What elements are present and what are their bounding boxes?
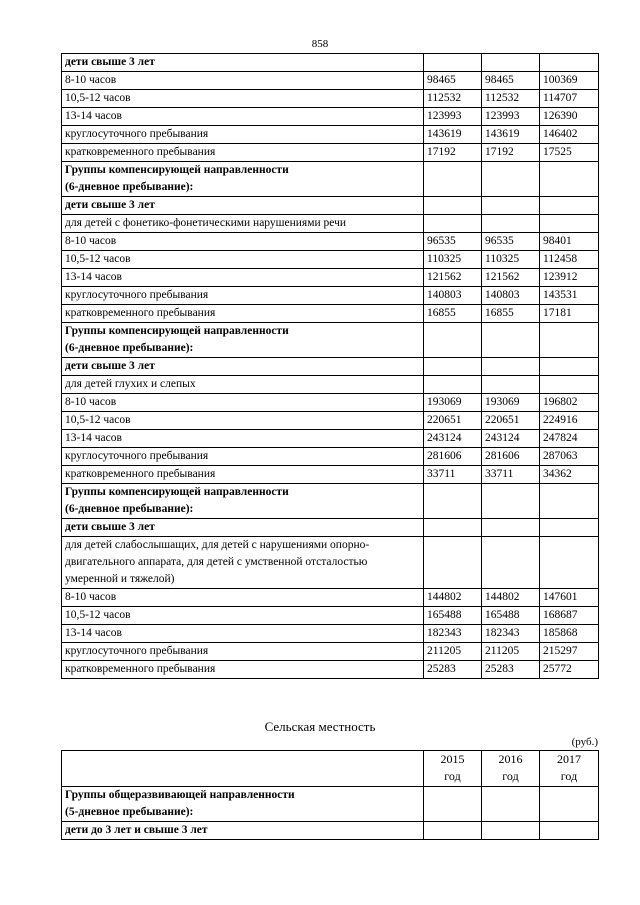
- table-row: [62, 466, 599, 484]
- value-cell: 121562: [424, 269, 482, 287]
- row-label: 10,5-12 часов: [62, 90, 424, 108]
- value-cell: [482, 787, 540, 822]
- row-label: кратковременного пребывания: [62, 305, 424, 323]
- value-cell: [424, 162, 482, 197]
- value-cell: [540, 484, 599, 519]
- row-label: круглосуточного пребывания: [62, 448, 424, 466]
- row-label: 8-10 часов: [62, 233, 424, 251]
- value-cell: 143531: [540, 287, 599, 305]
- table-row: [62, 108, 599, 126]
- table-row: [62, 197, 599, 215]
- row-label: 13-14 часов: [62, 625, 424, 643]
- value-cell: 185868: [540, 625, 599, 643]
- value-cell: 98401: [540, 233, 599, 251]
- year-value: 2016: [498, 752, 523, 766]
- table-header-row: [62, 751, 599, 787]
- tariff-table-rural: [61, 750, 599, 840]
- value-cell: [482, 54, 540, 72]
- value-cell: 140803: [424, 287, 482, 305]
- value-cell: [540, 162, 599, 197]
- value-cell: [540, 54, 599, 72]
- value-cell: 25283: [482, 661, 540, 679]
- page-number: 858: [311, 38, 329, 50]
- value-cell: [540, 197, 599, 215]
- row-label: круглосуточного пребывания: [62, 126, 424, 144]
- row-label: круглосуточного пребывания: [62, 287, 424, 305]
- value-cell: [424, 519, 482, 537]
- value-cell: 110325: [424, 251, 482, 269]
- table-row: [62, 607, 599, 625]
- table-row: [62, 54, 599, 72]
- value-cell: 25772: [540, 661, 599, 679]
- value-cell: 17525: [540, 144, 599, 162]
- table-row: [62, 358, 599, 376]
- row-label: Группы общеразвивающей направленности (5-дневное пребывание):: [62, 787, 424, 822]
- value-cell: [540, 822, 599, 840]
- value-cell: 140803: [482, 287, 540, 305]
- value-cell: [482, 484, 540, 519]
- value-cell: 112458: [540, 251, 599, 269]
- row-label: дети свыше 3 лет: [62, 197, 424, 215]
- year-unit: год: [444, 769, 461, 783]
- header-label-cell: [62, 751, 424, 787]
- row-label: Группы компенсирующей направленности (6-дневное пребывание):: [62, 484, 424, 519]
- value-cell: 112532: [424, 90, 482, 108]
- value-cell: 193069: [482, 394, 540, 412]
- table-row: [62, 233, 599, 251]
- table-row: [62, 448, 599, 466]
- table-row: [62, 215, 599, 233]
- value-cell: 123993: [424, 108, 482, 126]
- year-value: 2017: [557, 752, 581, 766]
- value-cell: [482, 376, 540, 394]
- value-cell: [540, 358, 599, 376]
- table-row: [62, 412, 599, 430]
- value-cell: [482, 537, 540, 589]
- value-cell: 193069: [424, 394, 482, 412]
- value-cell: 243124: [424, 430, 482, 448]
- table-row: [62, 822, 599, 840]
- value-cell: 98465: [482, 72, 540, 90]
- value-cell: 114707: [540, 90, 599, 108]
- value-cell: [424, 376, 482, 394]
- value-cell: 143619: [482, 126, 540, 144]
- table-row: [62, 484, 599, 519]
- table-row: [62, 144, 599, 162]
- row-label: для детей слабослышащих, для детей с нарушениями опорно-двигательного аппарата, для детей с умственной отсталостью умеренной и тяжелой): [62, 537, 424, 589]
- value-cell: 123912: [540, 269, 599, 287]
- value-cell: 211205: [482, 643, 540, 661]
- table-row: [62, 589, 599, 607]
- value-cell: [482, 323, 540, 358]
- value-cell: 144802: [424, 589, 482, 607]
- row-label: дети до 3 лет и свыше 3 лет: [62, 822, 424, 840]
- value-cell: 281606: [424, 448, 482, 466]
- table-row: [62, 394, 599, 412]
- value-cell: [482, 197, 540, 215]
- value-cell: 123993: [482, 108, 540, 126]
- table-row: [62, 625, 599, 643]
- row-label: 10,5-12 часов: [62, 412, 424, 430]
- table-row: [62, 323, 599, 358]
- year-unit: год: [502, 769, 519, 783]
- table-row: [62, 162, 599, 197]
- table-row: [62, 90, 599, 108]
- value-cell: 16855: [424, 305, 482, 323]
- value-cell: 98465: [424, 72, 482, 90]
- table-row: [62, 643, 599, 661]
- year-header-2016: [482, 751, 540, 787]
- value-cell: 33711: [482, 466, 540, 484]
- table-row: [62, 537, 599, 589]
- table-row: [62, 519, 599, 537]
- tariff-table-urban: [61, 53, 599, 679]
- year-header-2017: [540, 751, 599, 787]
- value-cell: [482, 358, 540, 376]
- table-row: [62, 72, 599, 90]
- value-cell: [424, 215, 482, 233]
- value-cell: 143619: [424, 126, 482, 144]
- row-label: Группы компенсирующей направленности (6-дневное пребывание):: [62, 162, 424, 197]
- row-label: дети свыше 3 лет: [62, 519, 424, 537]
- value-cell: 147601: [540, 589, 599, 607]
- row-label: для детей глухих и слепых: [62, 376, 424, 394]
- value-cell: [540, 376, 599, 394]
- row-label: 8-10 часов: [62, 589, 424, 607]
- value-cell: 146402: [540, 126, 599, 144]
- row-label: 13-14 часов: [62, 269, 424, 287]
- value-cell: [482, 519, 540, 537]
- table-row: [62, 126, 599, 144]
- value-cell: 215297: [540, 643, 599, 661]
- value-cell: 220651: [482, 412, 540, 430]
- row-label: кратковременного пребывания: [62, 466, 424, 484]
- row-label: дети свыше 3 лет: [62, 54, 424, 72]
- value-cell: [424, 484, 482, 519]
- value-cell: 168687: [540, 607, 599, 625]
- value-cell: [424, 787, 482, 822]
- value-cell: 165488: [482, 607, 540, 625]
- value-cell: 196802: [540, 394, 599, 412]
- value-cell: 287063: [540, 448, 599, 466]
- value-cell: [424, 197, 482, 215]
- value-cell: [424, 822, 482, 840]
- value-cell: 34362: [540, 466, 599, 484]
- row-label: кратковременного пребывания: [62, 661, 424, 679]
- value-cell: 211205: [424, 643, 482, 661]
- value-cell: 17192: [482, 144, 540, 162]
- row-label: 13-14 часов: [62, 430, 424, 448]
- value-cell: 182343: [482, 625, 540, 643]
- table-row: [62, 430, 599, 448]
- value-cell: 17181: [540, 305, 599, 323]
- value-cell: [482, 162, 540, 197]
- value-cell: 144802: [482, 589, 540, 607]
- row-label: 10,5-12 часов: [62, 251, 424, 269]
- row-label: дети свыше 3 лет: [62, 358, 424, 376]
- value-cell: [482, 215, 540, 233]
- value-cell: 112532: [482, 90, 540, 108]
- table-row: [62, 305, 599, 323]
- value-cell: [540, 323, 599, 358]
- value-cell: 281606: [482, 448, 540, 466]
- value-cell: 224916: [540, 412, 599, 430]
- value-cell: 220651: [424, 412, 482, 430]
- value-cell: 247824: [540, 430, 599, 448]
- value-cell: 16855: [482, 305, 540, 323]
- value-cell: [482, 822, 540, 840]
- value-cell: [540, 537, 599, 589]
- row-label: кратковременного пребывания: [62, 144, 424, 162]
- value-cell: 121562: [482, 269, 540, 287]
- value-cell: 96535: [482, 233, 540, 251]
- row-label: круглосуточного пребывания: [62, 643, 424, 661]
- value-cell: 96535: [424, 233, 482, 251]
- value-cell: [424, 537, 482, 589]
- value-cell: [540, 519, 599, 537]
- unit-label: (руб.): [571, 736, 598, 748]
- value-cell: 100369: [540, 72, 599, 90]
- row-label: 13-14 часов: [62, 108, 424, 126]
- year-value: 2015: [440, 752, 465, 766]
- table-row: [62, 661, 599, 679]
- year-header-2015: [424, 751, 482, 787]
- value-cell: 25283: [424, 661, 482, 679]
- value-cell: 110325: [482, 251, 540, 269]
- value-cell: 165488: [424, 607, 482, 625]
- row-label: для детей с фонетико-фонетическими нарушениями речи: [62, 215, 424, 233]
- value-cell: 33711: [424, 466, 482, 484]
- value-cell: [424, 54, 482, 72]
- section-title: Сельская местность: [264, 719, 376, 734]
- table-row: [62, 376, 599, 394]
- table-row: [62, 269, 599, 287]
- row-label: 8-10 часов: [62, 72, 424, 90]
- row-label: 8-10 часов: [62, 394, 424, 412]
- year-unit: год: [560, 769, 578, 783]
- table-row: [62, 787, 599, 822]
- table-row: [62, 287, 599, 305]
- value-cell: 243124: [482, 430, 540, 448]
- row-label: 10,5-12 часов: [62, 607, 424, 625]
- value-cell: 182343: [424, 625, 482, 643]
- table-row: [62, 251, 599, 269]
- value-cell: [540, 215, 599, 233]
- row-label: Группы компенсирующей направленности (6-дневное пребывание):: [62, 323, 424, 358]
- value-cell: 17192: [424, 144, 482, 162]
- value-cell: [424, 358, 482, 376]
- value-cell: 126390: [540, 108, 599, 126]
- value-cell: [540, 787, 599, 822]
- value-cell: [424, 323, 482, 358]
